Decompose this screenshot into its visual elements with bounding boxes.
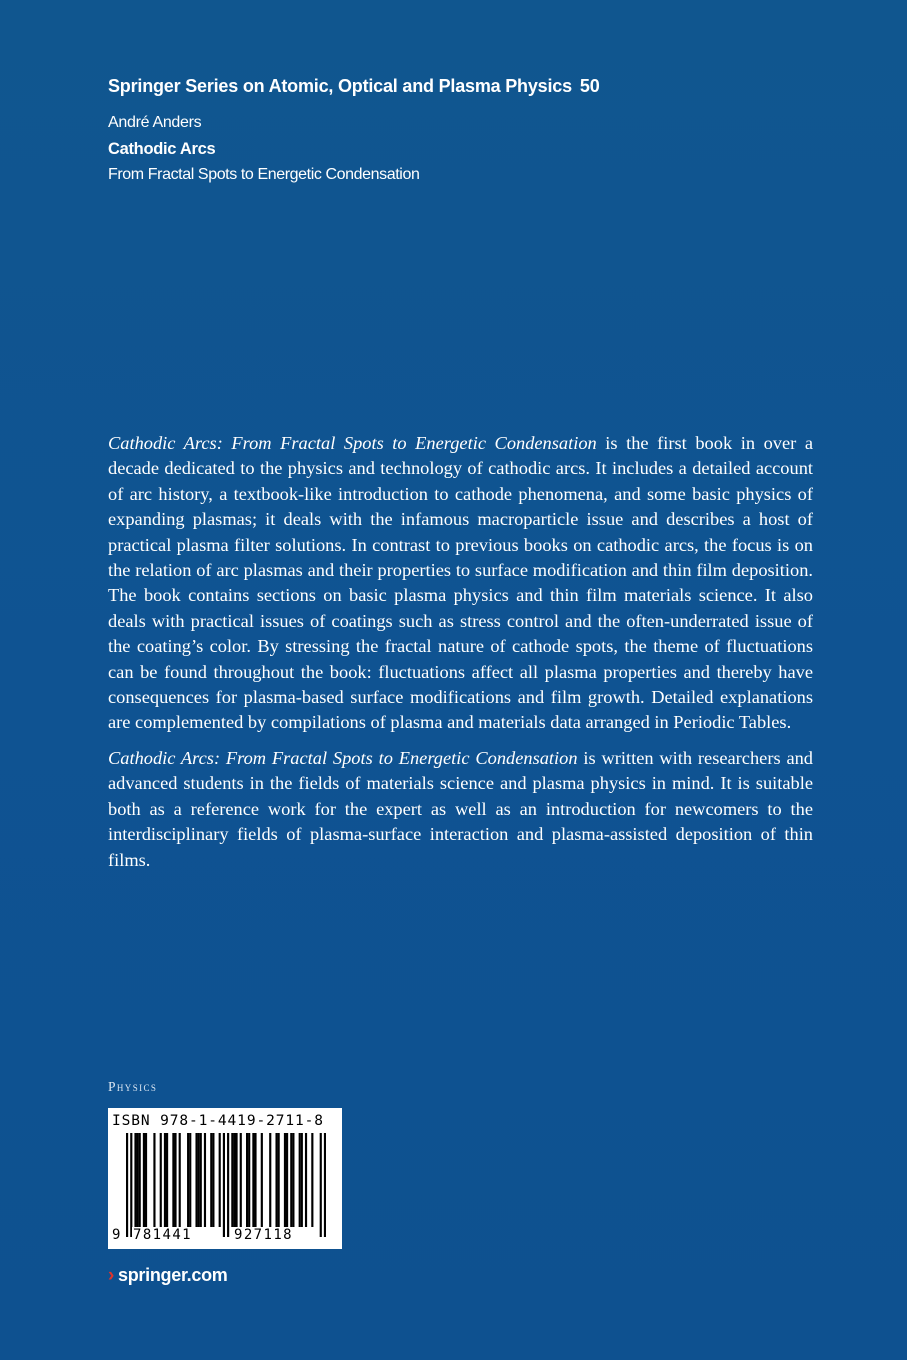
barcode-bar <box>137 1133 139 1227</box>
barcode-bar <box>143 1133 145 1227</box>
barcode-bar <box>164 1133 166 1227</box>
barcode-bar <box>195 1133 197 1227</box>
publisher-link[interactable] <box>108 1265 227 1287</box>
barcode-bar <box>299 1133 301 1227</box>
barcode-bar <box>210 1133 212 1227</box>
barcode-bar <box>219 1133 221 1227</box>
chevron-right-icon: › <box>108 1265 115 1286</box>
barcode-bar <box>134 1133 136 1227</box>
barcode-bar <box>252 1133 254 1227</box>
book-title: Cathodic Arcs <box>108 140 216 158</box>
barcode-bar <box>278 1133 280 1227</box>
barcode-bar <box>246 1133 248 1227</box>
ean-left-digits: 781441 <box>133 1227 192 1243</box>
barcode-bar <box>204 1133 206 1227</box>
barcode-bar <box>305 1133 307 1227</box>
barcode-bar <box>292 1133 294 1227</box>
ean-right-digits: 927118 <box>234 1227 293 1243</box>
barcode-bar <box>139 1133 141 1227</box>
barcode-bar <box>189 1133 191 1227</box>
barcode-bar <box>198 1133 200 1227</box>
barcode-bar <box>286 1133 288 1227</box>
subject-label: Physics <box>108 1079 158 1094</box>
barcode-bar <box>126 1133 128 1237</box>
barcode-bar <box>166 1133 168 1227</box>
barcode-bar <box>233 1133 235 1227</box>
barcode-bar <box>179 1133 181 1227</box>
barcode-bar <box>275 1133 277 1227</box>
barcode-bar <box>130 1133 132 1237</box>
barcode-bar <box>248 1133 250 1227</box>
publisher-url: springer.com <box>118 1265 228 1285</box>
barcode-bar <box>187 1133 189 1227</box>
barcode-bar <box>284 1133 286 1227</box>
barcode-bar <box>200 1133 202 1227</box>
barcode-bar <box>311 1133 313 1227</box>
blurb-text-1: is the first book in over a decade dedicated to the physics and technology of cathodic arcs. It includes a detailed account of arc history, a textbook-like introduction to cathode phenomena, and some basic physics of expanding plasmas; it deals with the infamous macroparticle issue and describes a host of practical plasma filter solutions. In contrast to previous books on cathodic arcs, the focus is on the relation of arc plasmas and their properties to surface modification and thin film deposition. The book contains sections on basic plasma physics and thin film materials science. It also deals with practical issues of coatings such as stress control and the often-​underrated issue of the coating’s color. By stressing the fractal nature of cathode spots, the theme of fluctuations can be found throughout the book: fluctuations affect all plasma properties and thereby have consequences for plasma-based surface modifications and film growth. Detailed explanations are complemented by compilations of plasma and materials data arranged in Periodic Tables. <box>108 433 813 733</box>
barcode-bar <box>174 1133 176 1227</box>
barcode-bar <box>290 1133 292 1227</box>
author-name: André Anders <box>108 114 202 131</box>
barcode-bar <box>145 1133 147 1227</box>
barcode-bar <box>235 1133 237 1227</box>
barcode-bar <box>227 1133 229 1237</box>
barcode-bar <box>172 1133 174 1227</box>
barcode-bar <box>231 1133 233 1227</box>
barcode-bar <box>261 1133 263 1227</box>
barcode-bar <box>153 1133 155 1227</box>
series-line <box>108 76 600 97</box>
barcode-bar <box>320 1133 322 1237</box>
ean-first-digit: 9 <box>112 1227 121 1243</box>
blurb-text-2: is written with researchers and advanced students in the fields of materials science and plasma physics in mind. It is suitable both as a reference work for the expert as well as an introduction for newcomers to the interdisciplinary fields of plasma-surface interaction and plasma-assisted deposition of thin films. <box>108 747 813 870</box>
book-subtitle: From Fractal Spots to Energetic Condensation <box>108 166 420 183</box>
blurb-paragraph-1 <box>108 431 813 736</box>
barcode-bar <box>254 1133 256 1227</box>
barcode-bar <box>160 1133 162 1227</box>
series-volume: 50 <box>579 76 600 96</box>
barcode-bar <box>301 1133 303 1227</box>
series-name: Springer Series on Atomic, Optical and Plasma Physics <box>108 76 572 96</box>
blurb-title-italic-1: Cathodic Arcs: From Fractal Spots to Energetic Condensation <box>108 433 597 453</box>
barcode-bar <box>324 1133 326 1237</box>
blurb <box>108 431 813 873</box>
barcode-bar <box>223 1133 225 1237</box>
blurb-paragraph-2 <box>108 746 813 873</box>
barcode-bar <box>212 1133 214 1227</box>
blurb-title-italic-2: Cathodic Arcs: From Fractal Spots to Energetic Condensation <box>108 747 578 768</box>
barcode-bar <box>240 1133 242 1227</box>
isbn-barcode <box>108 1108 342 1249</box>
barcode-bars <box>126 1133 326 1237</box>
barcode-bar <box>269 1133 271 1227</box>
isbn-label: ISBN 978-1-4419-2711-8 <box>112 1113 324 1129</box>
